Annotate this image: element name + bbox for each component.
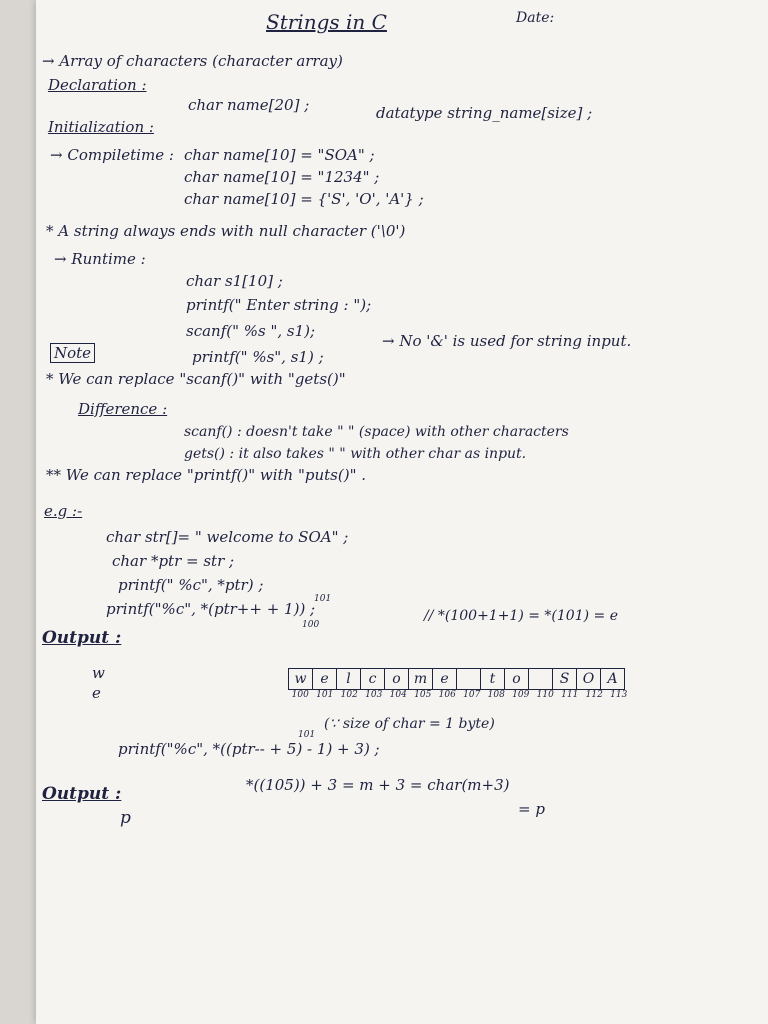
note-line-2: ** We can replace "printf()" with "puts()" . bbox=[46, 466, 367, 484]
output-char-1: w bbox=[92, 664, 105, 682]
memory-cell: t bbox=[481, 669, 505, 689]
example-heading: e.g :- bbox=[44, 502, 83, 520]
difference-line-1: scanf() : doesn't take " " (space) with other characters bbox=[184, 424, 569, 440]
memory-cell: S bbox=[553, 669, 577, 689]
memory-address: 108 bbox=[487, 690, 505, 700]
output-char-2: e bbox=[92, 684, 101, 702]
memory-cell bbox=[529, 669, 553, 689]
page-title: Strings in C bbox=[266, 10, 387, 34]
note-line-1: * We can replace "scanf()" with "gets()" bbox=[46, 370, 346, 388]
runtime-line-3: scanf(" %s ", s1); bbox=[186, 322, 316, 340]
example2-line: printf("%c", *((ptr-- + 5) - 1) + 3) ; bbox=[118, 740, 380, 758]
memory-address: 112 bbox=[585, 690, 603, 700]
init-line-3: char name[10] = {'S', 'O', 'A'} ; bbox=[184, 190, 424, 208]
memory-cell: e bbox=[313, 669, 337, 689]
note-label: Note bbox=[50, 343, 95, 363]
memory-cell: l bbox=[337, 669, 361, 689]
example2-calc: *((105)) + 3 = m + 3 = char(m+3) bbox=[246, 776, 510, 794]
declaration-code: char name[20] ; bbox=[188, 96, 310, 114]
output-heading-2: Output : bbox=[42, 784, 122, 804]
init-line-2: char name[10] = "1234" ; bbox=[184, 168, 380, 186]
memory-address: 110 bbox=[536, 690, 554, 700]
intro-line: → Array of characters (character array) bbox=[42, 52, 343, 70]
declaration-syntax: datatype string_name[size] ; bbox=[376, 104, 593, 122]
runtime-heading: → Runtime : bbox=[54, 250, 146, 268]
memory-cells bbox=[288, 668, 625, 690]
memory-address: 101 bbox=[316, 690, 334, 700]
superscript-101: 101 bbox=[314, 594, 332, 604]
memory-cell: o bbox=[505, 669, 529, 689]
difference-line-2: gets() : it also takes " " with other char as input. bbox=[184, 446, 527, 462]
date-label: Date: bbox=[516, 10, 555, 26]
example-line-3: printf(" %c", *ptr) ; bbox=[118, 576, 264, 594]
memory-address: 105 bbox=[414, 690, 432, 700]
memory-address: 102 bbox=[340, 690, 358, 700]
compiletime-label: → Compiletime : bbox=[50, 146, 174, 164]
example-line-4: printf("%c", *(ptr++ + 1)) ; bbox=[106, 600, 316, 618]
memory-cell: w bbox=[289, 669, 313, 689]
char-size-note: (∵ size of char = 1 byte) bbox=[324, 716, 495, 732]
memory-addresses bbox=[288, 690, 631, 700]
memory-cell: O bbox=[577, 669, 601, 689]
initialization-heading: Initialization : bbox=[48, 118, 154, 136]
output2-char: p bbox=[120, 808, 131, 828]
example-line-4-calc: // *(100+1+1) = *(101) = e bbox=[424, 608, 618, 624]
runtime-line-1: char s1[10] ; bbox=[186, 272, 283, 290]
null-character-note: * A string always ends with null character ('\0') bbox=[46, 222, 406, 240]
memory-address: 103 bbox=[365, 690, 383, 700]
output-heading-1: Output : bbox=[42, 628, 122, 648]
memory-address: 109 bbox=[512, 690, 530, 700]
subscript-100: 100 bbox=[302, 620, 320, 630]
memory-cell bbox=[457, 669, 481, 689]
example2-result: = p bbox=[518, 800, 545, 818]
declaration-heading: Declaration : bbox=[48, 76, 147, 94]
difference-heading: Difference : bbox=[78, 400, 168, 418]
memory-cell: m bbox=[409, 669, 433, 689]
notebook-page bbox=[36, 0, 768, 1024]
memory-address: 113 bbox=[610, 690, 628, 700]
memory-address: 107 bbox=[463, 690, 481, 700]
example-line-2: char *ptr = str ; bbox=[112, 552, 235, 570]
memory-cell: e bbox=[433, 669, 457, 689]
memory-address: 106 bbox=[438, 690, 456, 700]
memory-cell: A bbox=[607, 671, 618, 687]
init-line-1: char name[10] = "SOA" ; bbox=[184, 146, 375, 164]
memory-address: 104 bbox=[389, 690, 407, 700]
runtime-line-2: printf(" Enter string : "); bbox=[186, 296, 372, 314]
memory-address: 100 bbox=[291, 690, 309, 700]
memory-cell: c bbox=[361, 669, 385, 689]
memory-address: 111 bbox=[561, 690, 579, 700]
runtime-ampersand-note: → No '&' is used for string input. bbox=[382, 332, 632, 350]
superscript-101-2: 101 bbox=[298, 730, 316, 740]
note-label-box bbox=[50, 344, 95, 362]
runtime-line-4: printf(" %s", s1) ; bbox=[192, 348, 324, 366]
memory-cell: o bbox=[385, 669, 409, 689]
example-line-1: char str[]= " welcome to SOA" ; bbox=[106, 528, 349, 546]
